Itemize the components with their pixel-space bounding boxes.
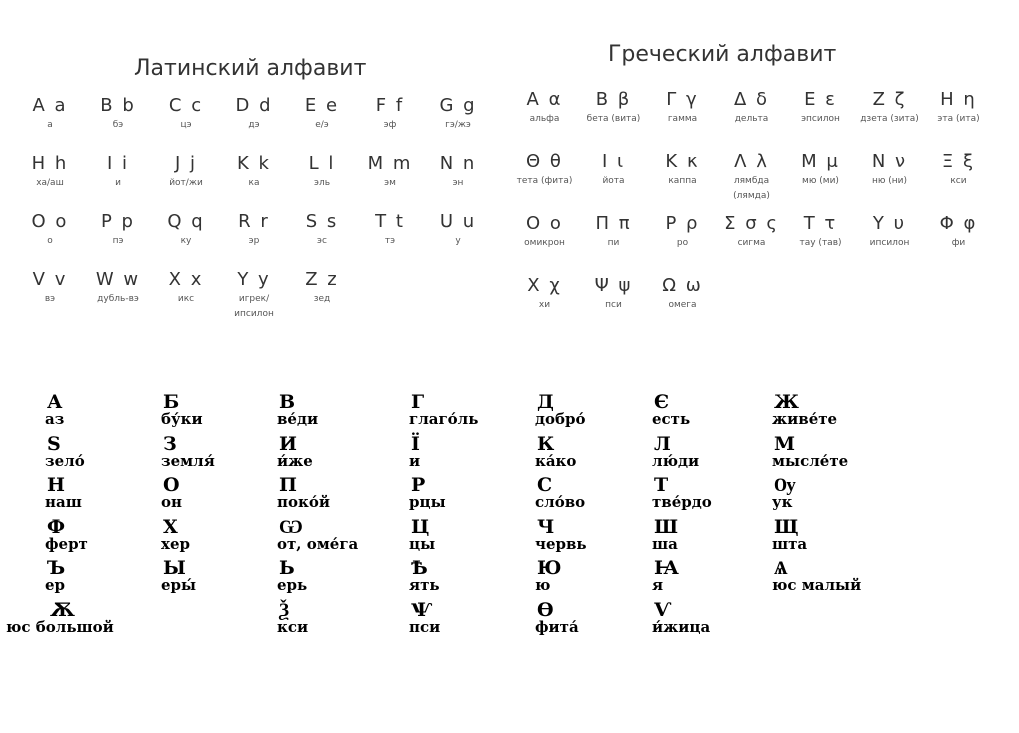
- cyrillic-letter-name: ю: [535, 576, 551, 594]
- cyrillic-letter-name: живе́те: [772, 410, 838, 428]
- greek-letter-name: альфа: [529, 114, 560, 124]
- greek-letter-cell: [510, 212, 579, 274]
- cyrillic-letter-glyph: Ѱ: [411, 598, 432, 621]
- latin-letter-glyph: M m: [367, 153, 413, 174]
- latin-letter-name: ка: [248, 178, 260, 188]
- greek-letter-glyph: Ε ε: [804, 89, 837, 110]
- greek-letter-glyph: Κ κ: [665, 151, 700, 172]
- greek-letter-glyph: Ρ ρ: [665, 213, 700, 234]
- latin-letter-glyph: I i: [106, 153, 130, 174]
- greek-letter-name: дельта: [734, 114, 769, 124]
- latin-letter-cell: [152, 152, 220, 210]
- cyrillic-letter-name: пси: [409, 617, 441, 636]
- greek-letter-name: каппа: [668, 176, 697, 186]
- latin-alphabet-title: Латинский алфавит: [134, 56, 367, 81]
- cyrillic-letter-glyph: В: [279, 391, 296, 413]
- cyrillic-letter-name: ве́ди: [277, 410, 319, 428]
- cyrillic-letter-glyph: Ѧ: [774, 557, 788, 579]
- latin-letter-glyph: R r: [238, 211, 270, 232]
- cyrillic-letter-glyph: Ѣ: [411, 557, 428, 579]
- cyrillic-letter-glyph: Ѹ: [774, 474, 796, 496]
- greek-letter-name: ро: [676, 238, 689, 248]
- greek-letter-name: ипсилон: [869, 238, 910, 248]
- latin-letter-name: тэ: [384, 236, 396, 246]
- latin-letter-name: игрек/ ипсилон: [234, 294, 274, 319]
- cyrillic-letter-name: и: [409, 451, 421, 470]
- cyrillic-letter-glyph: Ш: [654, 515, 679, 538]
- cyrillic-letter-cell: [409, 600, 535, 642]
- latin-alphabet-grid: [16, 94, 492, 326]
- latin-letter-name: о: [47, 236, 53, 246]
- greek-letter-cell: [510, 274, 579, 336]
- cyrillic-letter-name: цы: [409, 534, 436, 553]
- latin-letter-name: у: [455, 236, 461, 246]
- latin-letter-glyph: N n: [439, 153, 477, 174]
- latin-letter-name: йот/жи: [169, 178, 203, 188]
- cyrillic-letter-cell: [45, 517, 161, 559]
- cyrillic-letter-glyph: Ѯ: [279, 598, 290, 621]
- latin-letter-cell: [220, 268, 288, 326]
- cyrillic-letter-glyph: З: [163, 432, 177, 455]
- greek-letter-cell: [717, 212, 786, 274]
- greek-letter-cell: [648, 212, 717, 274]
- cyrillic-letter-cell: [45, 392, 161, 434]
- cyrillic-letter-cell: [535, 392, 652, 434]
- cyrillic-letter-name: хер: [161, 534, 190, 553]
- latin-letter-name: эс: [317, 236, 327, 246]
- cyrillic-letter-name: ять: [409, 576, 440, 594]
- latin-letter-name: гэ/жэ: [445, 120, 471, 130]
- latin-letter-glyph: F f: [375, 95, 405, 116]
- cyrillic-letter-glyph: С: [537, 474, 553, 496]
- cyrillic-letter-glyph: Ꙗ: [654, 557, 679, 579]
- latin-letter-cell: [288, 210, 356, 268]
- latin-letter-glyph: O o: [31, 211, 69, 232]
- greek-letter-glyph: Τ τ: [803, 213, 838, 234]
- cyrillic-letter-cell: [277, 600, 409, 642]
- cyrillic-letter-cell: [652, 392, 772, 434]
- latin-letter-name: и: [115, 178, 121, 188]
- cyrillic-letter-name: ер: [45, 576, 66, 594]
- cyrillic-letter-glyph: К: [537, 432, 555, 455]
- greek-letter-name: дзета (зита): [860, 114, 919, 124]
- greek-letter-glyph: Ω ω: [662, 275, 703, 296]
- latin-letter-name: ха/аш: [36, 178, 64, 188]
- cyrillic-letter-name: поко́й: [277, 493, 330, 511]
- greek-letter-name: гамма: [667, 114, 698, 124]
- greek-letter-glyph: Ι ι: [601, 151, 626, 172]
- cyrillic-letter-name: шта: [772, 534, 808, 553]
- cyrillic-letter-cell: [772, 558, 972, 600]
- greek-letter-cell: [786, 212, 855, 274]
- cyrillic-letter-name: сло́во: [535, 493, 586, 511]
- greek-letter-name: ню (ни): [871, 176, 908, 186]
- latin-letter-cell: [16, 210, 84, 268]
- latin-letter-name: бэ: [112, 120, 124, 130]
- cyrillic-letter-cell: [409, 517, 535, 559]
- greek-letter-name: омега: [668, 300, 697, 310]
- cyrillic-letter-cell: [652, 558, 772, 600]
- cyrillic-letter-cell: [45, 558, 161, 600]
- latin-letter-glyph: W w: [95, 269, 141, 290]
- latin-letter-name: эн: [452, 178, 464, 188]
- cyrillic-letter-name: бу́ки: [161, 410, 203, 428]
- latin-letter-glyph: K k: [237, 153, 271, 174]
- cyrillic-letter-cell: [772, 475, 972, 517]
- cyrillic-letter-glyph: Б: [163, 391, 180, 413]
- greek-letter-glyph: Χ χ: [527, 275, 562, 296]
- cyrillic-letter-name: еры́: [161, 576, 197, 594]
- cyrillic-letter-glyph: Х: [163, 515, 178, 538]
- greek-letter-glyph: Φ φ: [939, 213, 978, 234]
- greek-letter-cell: [648, 274, 717, 336]
- latin-letter-glyph: L l: [308, 153, 336, 174]
- cyrillic-letter-cell: [161, 475, 277, 517]
- greek-letter-name: омикрон: [524, 238, 565, 248]
- cyrillic-letter-cell: [409, 434, 535, 476]
- greek-letter-glyph: Λ λ: [734, 151, 769, 172]
- cyrillic-letter-cell: [161, 434, 277, 476]
- cyrillic-letter-name: земля́: [161, 451, 215, 470]
- cyrillic-letter-glyph: Ї: [411, 432, 420, 455]
- latin-letter-glyph: S s: [305, 211, 339, 232]
- greek-letter-name: мю (ми): [802, 176, 839, 186]
- latin-letter-name: ку: [180, 236, 192, 246]
- greek-letter-cell: [579, 274, 648, 336]
- latin-letter-cell: [84, 268, 152, 326]
- greek-letter-cell: [717, 88, 786, 150]
- latin-letter-glyph: J j: [174, 153, 198, 174]
- cyrillic-letter-name: ерь: [277, 576, 308, 594]
- latin-letter-cell: [220, 152, 288, 210]
- latin-letter-glyph: Q q: [167, 211, 205, 232]
- greek-letter-glyph: Γ γ: [666, 89, 699, 110]
- cyrillic-letter-cell: [535, 558, 652, 600]
- latin-letter-name: эль: [314, 178, 330, 188]
- cyrillic-letter-glyph: П: [279, 474, 297, 496]
- cyrillic-letter-cell: [772, 517, 972, 559]
- cyrillic-letter-cell: [161, 558, 277, 600]
- cyrillic-letter-name: ферт: [45, 534, 88, 553]
- greek-letter-name: эпсилон: [801, 114, 840, 124]
- greek-letter-name: фи: [951, 238, 966, 248]
- cyrillic-letter-glyph: Г: [411, 391, 425, 413]
- latin-letter-glyph: A a: [32, 95, 68, 116]
- greek-letter-glyph: Ψ ψ: [594, 275, 633, 296]
- greek-letter-cell: [717, 150, 786, 212]
- cyrillic-letter-glyph: Т: [654, 474, 669, 496]
- cyrillic-letter-cell: [161, 392, 277, 434]
- latin-letter-cell: [16, 94, 84, 152]
- latin-letter-cell: [152, 210, 220, 268]
- latin-letter-glyph: T t: [375, 211, 405, 232]
- cyrillic-letter-glyph: Ф: [47, 515, 66, 538]
- latin-letter-glyph: B b: [100, 95, 136, 116]
- greek-letter-glyph: Π π: [595, 213, 632, 234]
- cyrillic-letter-name: зело́: [45, 451, 85, 470]
- cyrillic-letter-name: добро́: [535, 410, 586, 428]
- cyrillic-letter-name: юс большой: [6, 617, 114, 636]
- cyrillic-letter-cell: [652, 434, 772, 476]
- latin-letter-cell: [288, 94, 356, 152]
- cyrillic-letter-name: глаго́ль: [409, 410, 479, 428]
- cyrillic-letter-cell: [535, 475, 652, 517]
- latin-letter-cell: [152, 268, 220, 326]
- cyrillic-letter-name: фита́: [535, 617, 579, 636]
- cyrillic-letter-glyph: Ъ: [47, 557, 66, 579]
- cyrillic-letter-cell: [161, 517, 277, 559]
- cyrillic-letter-glyph: Щ: [774, 515, 799, 538]
- latin-letter-cell: [84, 152, 152, 210]
- greek-letter-glyph: Δ δ: [733, 89, 770, 110]
- greek-letter-glyph: Α α: [526, 89, 563, 110]
- greek-letter-name: эта (ита): [937, 114, 980, 124]
- cyrillic-letter-glyph: Є: [654, 391, 670, 413]
- greek-letter-cell: [855, 88, 924, 150]
- cyrillic-letter-name: аз: [45, 410, 65, 428]
- cyrillic-letter-glyph: Ѕ: [47, 432, 61, 455]
- cyrillic-letter-cell: [45, 475, 161, 517]
- cyrillic-letter-cell: [277, 558, 409, 600]
- greek-letter-glyph: Θ θ: [526, 151, 563, 172]
- latin-letter-cell: [288, 152, 356, 210]
- cyrillic-letter-glyph: О: [163, 474, 180, 496]
- cyrillic-letter-name: ша: [652, 534, 678, 553]
- latin-letter-name: икс: [177, 294, 195, 304]
- latin-letter-glyph: D d: [235, 95, 273, 116]
- latin-letter-cell: [356, 94, 424, 152]
- cyrillic-letter-name: наш: [45, 493, 82, 511]
- greek-letter-name: тета (фита): [516, 176, 573, 186]
- greek-letter-name: пи: [607, 238, 620, 248]
- greek-letter-name: лямбда (лямда): [733, 176, 770, 201]
- cyrillic-letter-glyph: Ѵ: [654, 598, 672, 621]
- cyrillic-letter-cell: [535, 600, 652, 642]
- greek-letter-glyph: Η η: [940, 89, 977, 110]
- cyrillic-letter-glyph: Д: [537, 391, 554, 413]
- latin-letter-name: цэ: [180, 120, 192, 130]
- greek-letter-cell: [786, 88, 855, 150]
- greek-alphabet-title: Греческий алфавит: [608, 42, 837, 67]
- greek-letter-cell: [648, 150, 717, 212]
- latin-letter-glyph: C c: [168, 95, 204, 116]
- greek-letter-glyph: Β β: [595, 89, 632, 110]
- latin-letter-cell: [356, 152, 424, 210]
- cyrillic-letter-glyph: Ѡ: [279, 515, 303, 538]
- greek-letter-name: бета (вита): [586, 114, 641, 124]
- latin-letter-name: дэ: [248, 120, 260, 130]
- cyrillic-letter-cell: [652, 517, 772, 559]
- cyrillic-letter-name: ук: [772, 493, 793, 511]
- greek-letter-glyph: Υ υ: [872, 213, 907, 234]
- cyrillic-letter-name: кси: [277, 617, 309, 636]
- cyrillic-letter-cell: [277, 434, 409, 476]
- greek-letter-cell: [648, 88, 717, 150]
- cyrillic-letter-glyph: Ѫ: [50, 598, 75, 621]
- greek-letter-glyph: Μ μ: [801, 151, 840, 172]
- cyrillic-letter-glyph: Л: [654, 432, 671, 455]
- greek-letter-cell: [924, 88, 993, 150]
- greek-letter-cell: [786, 150, 855, 212]
- greek-letter-name: кси: [950, 176, 967, 186]
- greek-letter-name: тау (тав): [799, 238, 842, 248]
- cyrillic-letter-glyph: Ь: [279, 557, 295, 579]
- latin-letter-glyph: X x: [168, 269, 204, 290]
- greek-letter-cell: [510, 88, 579, 150]
- greek-letter-cell: [855, 212, 924, 274]
- cyrillic-letter-name: червь: [535, 534, 587, 553]
- latin-letter-glyph: G g: [439, 95, 477, 116]
- cyrillic-letter-name: юс малый: [772, 576, 862, 594]
- cyrillic-letter-glyph: Р: [411, 474, 426, 496]
- cyrillic-letter-cell: [652, 600, 772, 642]
- cyrillic-letter-cell: [535, 517, 652, 559]
- cyrillic-letter-cell: [772, 434, 972, 476]
- cyrillic-letter-cell: [277, 392, 409, 434]
- latin-letter-cell: [356, 210, 424, 268]
- cyrillic-letter-glyph: М: [774, 432, 796, 455]
- latin-letter-name: эф: [383, 120, 397, 130]
- greek-alphabet-grid: [510, 88, 993, 336]
- cyrillic-letter-glyph: Ю: [537, 557, 562, 579]
- greek-letter-glyph: Ξ ξ: [941, 151, 976, 172]
- greek-letter-glyph: Ν ν: [871, 151, 908, 172]
- latin-letter-cell: [424, 210, 492, 268]
- cyrillic-letter-glyph: Ж: [774, 391, 799, 413]
- cyrillic-letter-name: рцы: [409, 493, 446, 511]
- cyrillic-letter-name: тве́рдо: [652, 493, 712, 511]
- latin-letter-glyph: H h: [31, 153, 69, 174]
- latin-letter-name: дубль-вэ: [97, 294, 139, 304]
- latin-letter-cell: [16, 268, 84, 326]
- cyrillic-letter-name: от, оме́га: [277, 534, 359, 553]
- greek-letter-cell: [924, 150, 993, 212]
- church-slavonic-alphabet-grid: [0, 392, 972, 641]
- cyrillic-letter-cell: [409, 475, 535, 517]
- latin-letter-name: зед: [313, 294, 331, 304]
- greek-letter-glyph: Σ σ ς: [724, 213, 779, 234]
- latin-letter-cell: [16, 152, 84, 210]
- cyrillic-letter-glyph: Ч: [537, 515, 555, 538]
- latin-letter-name: вэ: [44, 294, 56, 304]
- latin-letter-name: пэ: [112, 236, 124, 246]
- latin-letter-cell: [424, 152, 492, 210]
- cyrillic-letter-glyph: А: [47, 391, 63, 413]
- cyrillic-letter-name: он: [161, 493, 182, 511]
- latin-letter-name: а: [47, 120, 53, 130]
- cyrillic-letter-cell: [0, 600, 161, 642]
- latin-letter-name: эм: [384, 178, 396, 188]
- latin-letter-cell: [220, 94, 288, 152]
- latin-letter-glyph: E e: [304, 95, 340, 116]
- cyrillic-letter-cell: [652, 475, 772, 517]
- cyrillic-letter-cell: [409, 558, 535, 600]
- greek-letter-cell: [579, 88, 648, 150]
- cyrillic-letter-name: мысле́те: [772, 451, 849, 470]
- latin-letter-glyph: Z z: [305, 269, 339, 290]
- cyrillic-letter-cell: [277, 475, 409, 517]
- greek-letter-cell: [579, 212, 648, 274]
- cyrillic-letter-name: и́жица: [652, 617, 711, 636]
- latin-letter-name: е/э: [315, 120, 329, 130]
- greek-letter-name: йота: [602, 176, 625, 186]
- greek-letter-name: сигма: [737, 238, 766, 248]
- cyrillic-letter-cell: [45, 434, 161, 476]
- cyrillic-letter-glyph: Ц: [411, 515, 430, 538]
- greek-letter-glyph: Ο ο: [526, 213, 563, 234]
- latin-letter-cell: [288, 268, 356, 326]
- cyrillic-letter-glyph: Ы: [163, 557, 186, 579]
- greek-letter-cell: [579, 150, 648, 212]
- latin-letter-cell: [84, 94, 152, 152]
- cyrillic-letter-name: ка́ко: [535, 451, 577, 470]
- greek-letter-cell: [510, 150, 579, 212]
- cyrillic-letter-glyph: И: [279, 432, 297, 455]
- cyrillic-letter-cell: [772, 392, 972, 434]
- greek-letter-cell: [924, 212, 993, 274]
- cyrillic-letter-cell: [535, 434, 652, 476]
- latin-letter-cell: [424, 94, 492, 152]
- latin-letter-cell: [220, 210, 288, 268]
- cyrillic-letter-glyph: Ѳ: [537, 598, 554, 621]
- cyrillic-letter-name: есть: [652, 410, 691, 428]
- latin-letter-cell: [84, 210, 152, 268]
- latin-letter-glyph: U u: [439, 211, 477, 232]
- latin-letter-glyph: P p: [100, 211, 135, 232]
- greek-letter-cell: [855, 150, 924, 212]
- greek-letter-glyph: Ζ ζ: [872, 89, 907, 110]
- cyrillic-letter-name: я: [652, 576, 664, 594]
- latin-letter-glyph: Y y: [237, 269, 271, 290]
- latin-letter-name: эр: [248, 236, 260, 246]
- latin-letter-glyph: V v: [32, 269, 68, 290]
- cyrillic-letter-glyph: Н: [47, 474, 65, 496]
- cyrillic-letter-name: и́же: [277, 451, 313, 470]
- cyrillic-letter-cell: [277, 517, 409, 559]
- cyrillic-letter-cell: [409, 392, 535, 434]
- cyrillic-letter-name: лю́ди: [652, 451, 700, 470]
- greek-letter-name: хи: [538, 300, 551, 310]
- greek-letter-name: пси: [605, 300, 622, 310]
- latin-letter-cell: [152, 94, 220, 152]
